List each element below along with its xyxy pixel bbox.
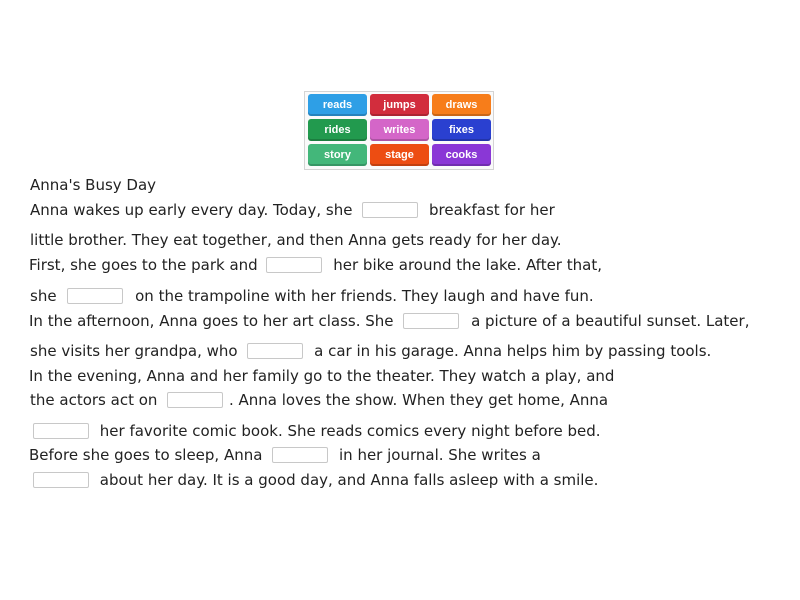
story-line xyxy=(30,287,594,305)
story-line xyxy=(30,231,562,249)
line-text: . Anna loves the show. When they get home, Anna xyxy=(228,391,609,409)
story-title: Anna's Busy Day xyxy=(30,176,157,194)
line-text: she xyxy=(30,287,57,305)
line-text: she visits her grandpa, who xyxy=(30,342,238,360)
answer-blank[interactable] xyxy=(266,257,322,273)
line-text: a picture of a beautiful sunset. Later, xyxy=(471,312,750,330)
word-chip-rides[interactable]: rides xyxy=(308,119,367,141)
line-text: Before she goes to sleep, Anna xyxy=(29,446,263,464)
answer-blank[interactable] xyxy=(67,288,123,304)
story-line xyxy=(33,422,601,440)
line-text: a car in his garage. Anna helps him by passing tools. xyxy=(314,342,712,360)
line-text: little brother. They eat together, and then Anna gets ready for her day. xyxy=(30,231,562,249)
line-text: her bike around the lake. After that, xyxy=(333,256,602,274)
line-text: her favorite comic book. She reads comics every night before bed. xyxy=(99,422,601,440)
line-text: in her journal. She writes a xyxy=(339,446,541,464)
word-chip-draws[interactable]: draws xyxy=(432,94,491,116)
word-chip-story[interactable]: story xyxy=(308,144,367,166)
word-chip-cooks[interactable]: cooks xyxy=(432,144,491,166)
answer-blank[interactable] xyxy=(33,472,89,488)
story-line xyxy=(33,471,598,489)
word-chip-writes[interactable]: writes xyxy=(370,119,429,141)
answer-blank[interactable] xyxy=(167,392,223,408)
story-line xyxy=(30,201,555,219)
line-text: the actors act on xyxy=(30,391,158,409)
story-line xyxy=(30,342,711,360)
line-text: Anna wakes up early every day. Today, she xyxy=(30,201,353,219)
word-chip-jumps[interactable]: jumps xyxy=(370,94,429,116)
line-text: In the afternoon, Anna goes to her art class. She xyxy=(29,312,394,330)
story-line xyxy=(29,312,749,330)
line-text: In the evening, Anna and her family go to the theater. They watch a play, and xyxy=(29,367,615,385)
story-line xyxy=(29,446,541,464)
answer-blank[interactable] xyxy=(272,447,328,463)
line-text: First, she goes to the park and xyxy=(29,256,258,274)
word-chip-stage[interactable]: stage xyxy=(370,144,429,166)
answer-blank[interactable] xyxy=(33,423,89,439)
line-text: breakfast for her xyxy=(429,201,555,219)
line-text: on the trampoline with her friends. They laugh and have fun. xyxy=(135,287,594,305)
answer-blank[interactable] xyxy=(247,343,303,359)
word-chip-fixes[interactable]: fixes xyxy=(432,119,491,141)
line-text: about her day. It is a good day, and Anna falls asleep with a smile. xyxy=(99,471,599,489)
story-line xyxy=(29,256,602,274)
answer-blank[interactable] xyxy=(403,313,459,329)
answer-blank[interactable] xyxy=(362,202,418,218)
word-chip-reads[interactable]: reads xyxy=(308,94,367,116)
story-line xyxy=(29,367,614,385)
word-bank xyxy=(304,91,494,170)
story-line xyxy=(30,391,608,409)
